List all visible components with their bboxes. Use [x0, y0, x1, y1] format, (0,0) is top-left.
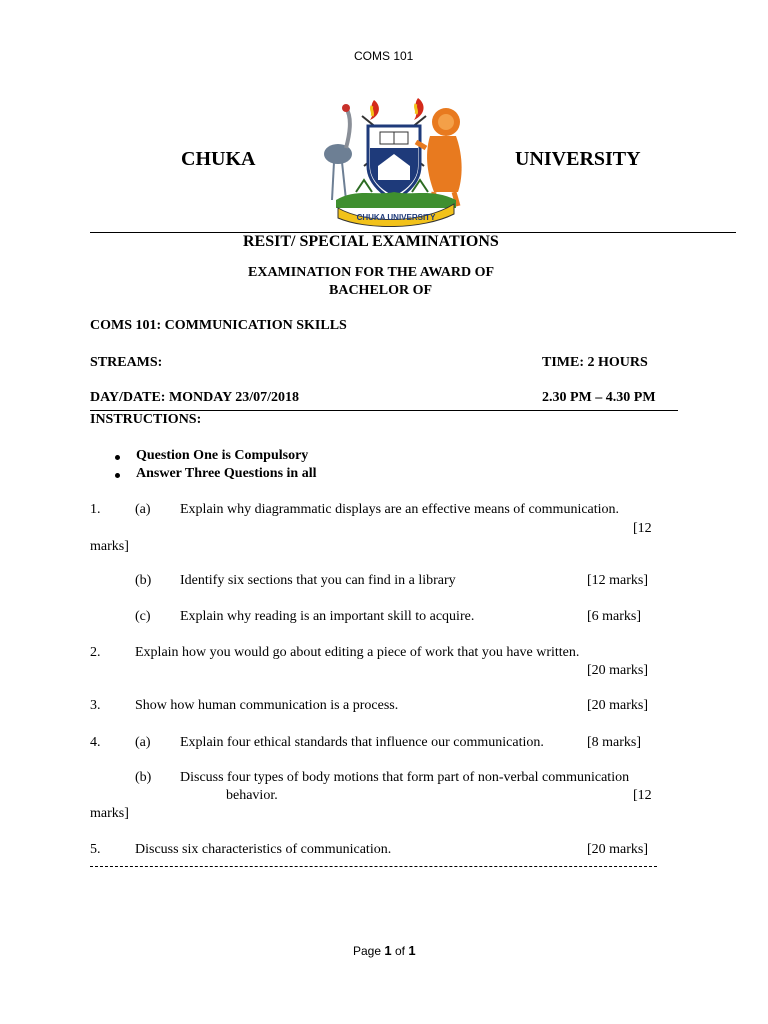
q3-text: Show how human communication is a process. — [135, 698, 399, 713]
q5-number: 5. — [90, 842, 101, 857]
q1c-label: (c) — [135, 609, 151, 624]
university-logo — [316, 96, 472, 228]
university-name-right: UNIVERSITY — [515, 148, 641, 170]
q4b-marks-close: marks] — [90, 806, 129, 821]
q2-text: Explain how you would go about editing a piece of work that you have written. — [135, 645, 580, 660]
header-course-code: COMS 101 — [354, 49, 414, 63]
q3-marks: [20 marks] — [587, 698, 649, 713]
q3-number: 3. — [90, 698, 101, 713]
exam-day-date: DAY/DATE: MONDAY 23/07/2018 — [90, 390, 299, 405]
q2-number: 2. — [90, 645, 101, 660]
details-rule — [90, 410, 678, 411]
footer-page-word: Page — [353, 944, 382, 958]
end-dashed-rule — [90, 866, 657, 867]
q1b-text: Identify six sections that you can find in a library — [180, 573, 456, 588]
footer-page-total: 1 — [408, 943, 416, 958]
q1a-label: (a) — [135, 502, 151, 517]
q4b-marks-open: [12 — [633, 788, 652, 803]
q4-number: 4. — [90, 735, 101, 750]
footer-of-word: of — [394, 944, 405, 958]
instruction-item: Answer Three Questions in all — [136, 466, 317, 481]
exam-type: RESIT/ SPECIAL EXAMINATIONS — [243, 233, 499, 250]
award-line-2: BACHELOR OF — [329, 283, 433, 298]
grass-base-icon — [336, 192, 456, 208]
q5-marks: [20 marks] — [587, 842, 649, 857]
shield-icon — [368, 126, 420, 200]
university-name-left: CHUKA — [181, 148, 256, 170]
q5-text: Discuss six characteristics of communication. — [135, 842, 392, 857]
q4a-text: Explain four ethical standards that influence our communication. — [180, 735, 544, 750]
q4b-text-line2: behavior. — [226, 788, 278, 803]
streams-label: STREAMS: — [90, 355, 163, 370]
page-footer — [353, 943, 416, 958]
instructions-label: INSTRUCTIONS: — [90, 412, 202, 427]
exam-time-range: 2.30 PM – 4.30 PM — [542, 390, 656, 405]
q1-number: 1. — [90, 502, 101, 517]
q1b-label: (b) — [135, 573, 152, 588]
q1c-marks: [6 marks] — [587, 609, 642, 624]
bullet-icon — [115, 455, 120, 460]
q4a-label: (a) — [135, 735, 151, 750]
course-title: COMS 101: COMMUNICATION SKILLS — [90, 318, 347, 333]
q1b-marks: [12 marks] — [587, 573, 649, 588]
q4a-marks: [8 marks] — [587, 735, 642, 750]
instruction-item: Question One is Compulsory — [136, 448, 309, 463]
q2-marks: [20 marks] — [587, 663, 649, 678]
q1a-marks-open: [12 — [633, 521, 652, 536]
q1c-text: Explain why reading is an important skill to acquire. — [180, 609, 475, 624]
q4b-text-line1: Discuss four types of body motions that form part of non-verbal communication — [180, 770, 630, 785]
crane-bird-icon — [324, 104, 352, 200]
footer-page-number: 1 — [384, 943, 392, 958]
svg-text:CHUKA UNIVERSITY: CHUKA UNIVERSITY — [356, 213, 436, 222]
q1a-marks-close: marks] — [90, 539, 129, 554]
q4b-label: (b) — [135, 770, 152, 785]
bullet-icon — [115, 473, 120, 478]
exam-time: TIME: 2 HOURS — [542, 355, 648, 370]
lion-icon — [416, 108, 462, 206]
q1a-text: Explain why diagrammatic displays are an effective means of communication. — [180, 502, 620, 517]
award-line-1: EXAMINATION FOR THE AWARD OF — [248, 265, 495, 280]
